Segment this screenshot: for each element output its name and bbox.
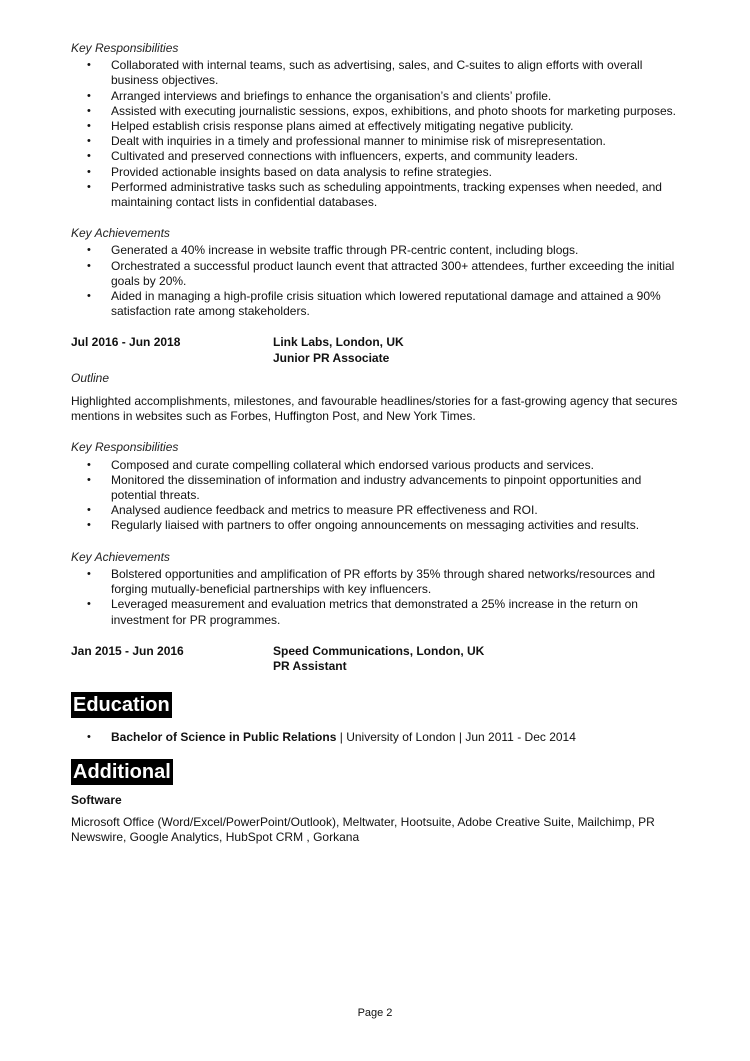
job-header — [71, 644, 681, 674]
list-item: • Cultivated and preserved connections with influencers, experts, and community leaders. — [71, 149, 681, 164]
software-heading: Software — [71, 793, 122, 808]
outline-text: Highlighted accomplishments, milestones, and favourable headlines/stories for a fast-growing agency that secures mentions in websites such as Forbes, Huffington Post, and New York Times. — [71, 394, 678, 424]
list-item: • Bolstered opportunities and amplification of PR efforts by 35% through shared networks/resources and forging mutually-beneficial partnerships with key influencers. — [71, 567, 681, 597]
degree-details: | University of London | Jun 2011 - Dec 2014 — [336, 730, 576, 745]
outline-heading: Outline — [71, 370, 110, 385]
page-number: Page 2 — [357, 1007, 393, 1019]
list-item: • Generated a 40% increase in website traffic through PR-centric content, including blogs. — [71, 243, 681, 258]
list-item: • Leveraged measurement and evaluation metrics that demonstrated a 25% increase in the return on investment for PR programmes. — [71, 597, 681, 627]
list-item: • Provided actionable insights based on data analysis to refine strategies. — [71, 165, 681, 180]
list-item: • Collaborated with internal teams, such as advertising, sales, and C-suites to align efforts with overall business objectives. — [71, 58, 681, 88]
responsibilities-heading: Key Responsibilities — [71, 41, 179, 55]
list-item: • Assisted with executing journalistic sessions, expos, exhibitions, and photo shoots for marketing purposes. — [71, 104, 681, 119]
education-list — [71, 730, 681, 745]
list-item: • Arranged interviews and briefings to enhance the organisation’s and clients’ profile. — [71, 89, 681, 104]
list-item — [71, 730, 681, 745]
degree: Bachelor of Science in Public Relations — [111, 730, 337, 745]
education-heading: Education — [73, 694, 170, 717]
list-item: • Helped establish crisis response plans aimed at effectively mitigating negative publicity. — [71, 119, 681, 134]
achievements-list — [71, 567, 681, 628]
job-role: Junior PR Associate — [273, 350, 390, 365]
job-header — [71, 335, 681, 365]
list-item: • Performed administrative tasks such as scheduling appointments, tracking expenses when needed, and maintaining contact lists in confidential databases. — [71, 180, 681, 210]
job-company: Link Labs, London, UK — [273, 335, 404, 350]
list-item: • Regularly liaised with partners to offer ongoing announcements on messaging activities and results. — [71, 518, 681, 533]
responsibilities-list — [71, 458, 681, 534]
responsibilities-list — [71, 58, 681, 210]
list-item: • Orchestrated a successful product launch event that attracted 300+ attendees, further exceeding the initial goals by 20%. — [71, 259, 681, 289]
additional-heading: Additional — [73, 761, 171, 784]
software-list: Microsoft Office (Word/Excel/PowerPoint/Outlook), Meltwater, Hootsuite, Adobe Creative Suite, Mailchimp, PR Newswire, Google Analytics, HubSpot CRM , Gorkana — [71, 814, 655, 844]
achievements-heading: Key Achievements — [71, 549, 170, 564]
responsibilities-heading: Key Responsibilities — [71, 440, 179, 455]
list-item: • Composed and curate compelling collateral which endorsed various products and services. — [71, 458, 681, 473]
achievements-list — [71, 243, 681, 319]
list-item: • Analysed audience feedback and metrics to measure PR effectiveness and ROI. — [71, 503, 681, 518]
list-item: • Dealt with inquiries in a timely and professional manner to minimise risk of misrepresentation. — [71, 134, 681, 149]
resume-page-2 — [71, 41, 681, 845]
list-item: • Aided in managing a high-profile crisis situation which lowered reputational damage and attained a 90% satisfaction rate among stakeholders. — [71, 289, 681, 319]
job-dates: Jul 2016 - Jun 2018 — [71, 335, 181, 350]
job-company: Speed Communications, London, UK — [273, 643, 485, 658]
job-role: PR Assistant — [273, 658, 347, 673]
achievements-heading: Key Achievements — [71, 226, 170, 241]
job-dates: Jan 2015 - Jun 2016 — [71, 643, 184, 658]
list-item: • Monitored the dissemination of information and industry advancements to pinpoint opportunities and potential threats. — [71, 473, 681, 503]
